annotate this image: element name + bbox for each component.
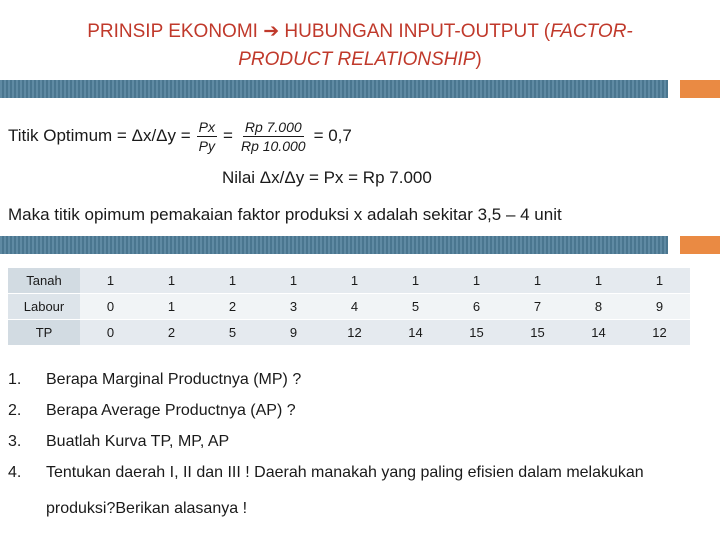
slide-title	[0, 18, 720, 74]
title-line-2	[0, 46, 720, 74]
fraction-px-py	[197, 119, 217, 154]
fraction-denominator: Py	[198, 137, 216, 154]
table-cell: 15	[507, 320, 568, 346]
table-cell: 14	[568, 320, 629, 346]
question-text: Buatlah Kurva TP, MP, AP	[46, 433, 230, 450]
table-cell: 1	[141, 294, 202, 320]
table-cell: 1	[141, 268, 202, 294]
fraction-price	[239, 119, 308, 154]
row-label: Labour	[8, 294, 80, 320]
table-cell: 2	[141, 320, 202, 346]
question-text: Berapa Average Productnya (AP) ?	[46, 402, 296, 419]
question-number: 1.	[8, 371, 22, 388]
table-cell: 8	[568, 294, 629, 320]
table-cell: 5	[385, 294, 446, 320]
table-cell: 4	[324, 294, 385, 320]
accent-block-bottom	[680, 236, 720, 254]
table-cell: 5	[202, 320, 263, 346]
row-label: TP	[8, 320, 80, 346]
question-item	[8, 368, 666, 392]
table-cell: 6	[446, 294, 507, 320]
arrow-right-icon: ➔	[263, 21, 280, 42]
table-cell: 1	[385, 268, 446, 294]
title-text-rest: HUBUNGAN INPUT-OUTPUT (	[279, 21, 551, 42]
question-item	[8, 461, 666, 527]
table-cell: 0	[80, 320, 141, 346]
fraction-denominator: Rp 10.000	[240, 137, 306, 154]
conclusion-line: Maka titik opimum pemakaian faktor produksi x adalah sekitar 3,5 – 4 unit	[8, 205, 562, 224]
table-cell: 7	[507, 294, 568, 320]
formula-prefix: Titik Optimum = Δx/Δy =	[8, 126, 191, 145]
question-text: Berapa Marginal Productnya (MP) ?	[46, 371, 302, 388]
accent-block-top	[680, 80, 720, 98]
fraction-numerator: Rp 7.000	[244, 118, 302, 135]
table-cell: 1	[568, 268, 629, 294]
table-row	[8, 268, 690, 294]
divider-bar-top	[0, 80, 668, 98]
question-list	[8, 368, 666, 534]
table-cell: 14	[385, 320, 446, 346]
table-row	[8, 294, 690, 320]
title-italic-1: FACTOR-	[550, 21, 633, 42]
production-table	[8, 268, 690, 346]
table-row	[8, 320, 690, 346]
nilai-line: Nilai Δx/Δy = Px = Rp 7.000	[222, 168, 432, 187]
title-line-1	[0, 18, 720, 46]
question-text: Tentukan daerah I, II dan III ! Daerah manakah yang paling efisien dalam melakukan produksi?Berikan alasanya !	[46, 464, 644, 517]
table-cell: 15	[446, 320, 507, 346]
formula-result: = 0,7	[313, 126, 352, 145]
question-item	[8, 430, 666, 454]
row-label: Tanah	[8, 268, 80, 294]
optimum-formula	[8, 114, 352, 158]
table-cell: 1	[202, 268, 263, 294]
formula-equals: =	[223, 126, 233, 145]
table-cell: 9	[629, 294, 690, 320]
table-cell: 0	[80, 294, 141, 320]
table-cell: 1	[629, 268, 690, 294]
table-cell: 12	[324, 320, 385, 346]
question-item	[8, 399, 666, 423]
table-cell: 9	[263, 320, 324, 346]
question-number: 4.	[8, 464, 22, 481]
table-cell: 1	[324, 268, 385, 294]
question-number: 2.	[8, 402, 22, 419]
divider-bar-bottom	[0, 236, 668, 254]
table-cell: 2	[202, 294, 263, 320]
title-italic-2: PRODUCT RELATIONSHIP	[238, 49, 476, 70]
title-close-paren: )	[475, 49, 482, 70]
table-cell: 1	[446, 268, 507, 294]
table-cell: 1	[80, 268, 141, 294]
table-cell: 12	[629, 320, 690, 346]
title-text: PRINSIP EKONOMI	[87, 21, 264, 42]
table-cell: 3	[263, 294, 324, 320]
fraction-numerator: Px	[198, 118, 216, 135]
question-number: 3.	[8, 433, 22, 450]
table-cell: 1	[263, 268, 324, 294]
table-cell: 1	[507, 268, 568, 294]
